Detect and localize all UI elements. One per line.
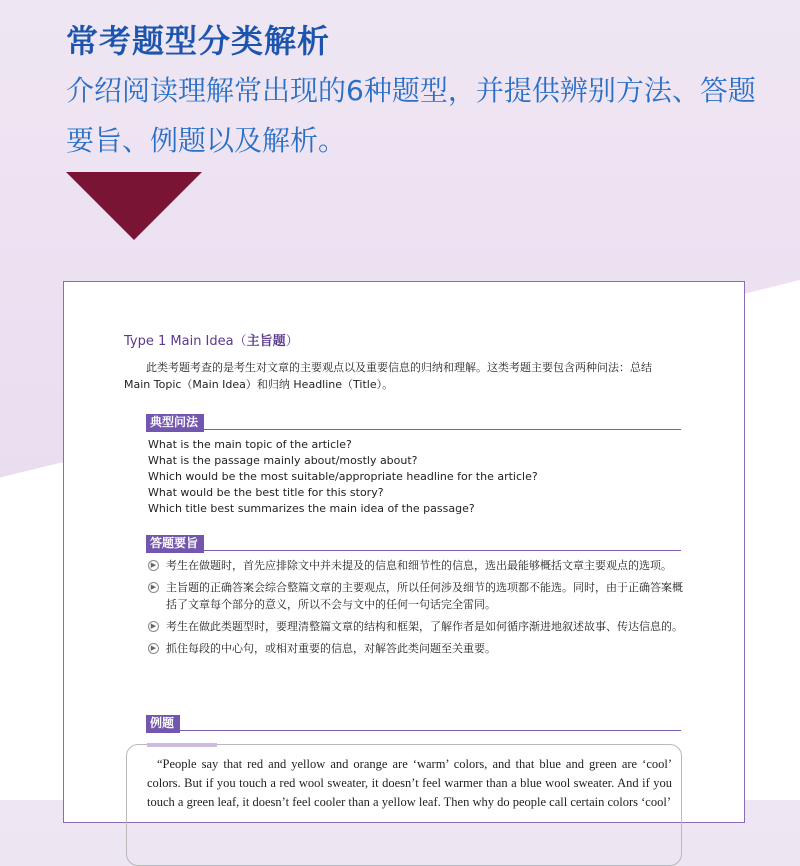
- banner-subtitle: 介绍阅读理解常出现的6种题型，并提供辨别方法、答题要旨、例题以及解析。: [66, 74, 756, 157]
- type-title-cn: 主旨题: [246, 334, 286, 349]
- section-label: 典型问法: [146, 414, 204, 432]
- list-item: Which would be the most suitable/appropriate headline for the article?: [148, 470, 538, 483]
- banner-title: 常考题型分类解析: [66, 22, 331, 60]
- list-item: What is the main topic of the article?: [148, 438, 352, 451]
- example-passage: “People say that red and yellow and orange are ‘warm’ colors, and that blue and green are ‘cool’ colors. But if you touch a red wool sweater, it doesn’t feel warmer than a blue wool sweater. And if you touch a green leaf, it doesn’t feel cooler than a yellow leaf. Then why do people call certain colors ‘cool’: [147, 757, 672, 809]
- list-item: [148, 618, 683, 635]
- book-page: [63, 281, 745, 823]
- section-typical-questions: [146, 411, 681, 430]
- section-label: 例题: [146, 715, 180, 733]
- section-label: 答题要旨: [146, 535, 204, 553]
- intro-paragraph: 此类考题考查的是考生对文章的主要观点以及重要信息的归纳和理解。这类考题主要包含两种问法：总结 Main Topic（Main Idea）和归纳 Headline（Title）。: [124, 361, 652, 391]
- section-example: [146, 712, 681, 731]
- tip-text: 抓住每段的中心句，或相对重要的信息，对解答此类问题至关重要。: [166, 642, 496, 655]
- type-title: [124, 330, 299, 349]
- list-item: Which title best summarizes the main idea of the passage?: [148, 502, 475, 515]
- list-item: [148, 557, 683, 574]
- example-accent-bar: [147, 743, 217, 747]
- play-bullet-icon: ▶: [148, 560, 159, 571]
- tips-list: [148, 557, 683, 662]
- down-triangle-icon: [66, 172, 202, 240]
- tip-text: 考生在做此类题型时，要理清整篇文章的结构和框架，了解作者是如何循序渐进地叙述故事、传达信息的。: [166, 620, 683, 633]
- play-bullet-icon: ▶: [148, 582, 159, 593]
- list-item: [148, 579, 683, 613]
- tip-text: 考生在做题时，首先应排除文中并未提及的信息和细节性的信息，选出最能够概括文章主要观点的选项。: [166, 559, 672, 572]
- example-box: [126, 744, 682, 866]
- section-answer-tips: [146, 532, 681, 551]
- tip-text: 主旨题的正确答案会综合整篇文章的主要观点，所以任何涉及细节的选项都不能选。同时，由于正确答案概括了文章每个部分的意义，所以不会与文中的任何一句话完全雷同。: [166, 581, 683, 611]
- play-bullet-icon: ▶: [148, 643, 159, 654]
- type-title-end: ）: [285, 334, 299, 349]
- list-item: [148, 640, 683, 657]
- question-list: [148, 437, 538, 517]
- type-title-en: Type 1 Main Idea（: [124, 334, 247, 349]
- play-bullet-icon: ▶: [148, 621, 159, 632]
- list-item: What would be the best title for this story?: [148, 486, 384, 499]
- list-item: What is the passage mainly about/mostly about?: [148, 454, 418, 467]
